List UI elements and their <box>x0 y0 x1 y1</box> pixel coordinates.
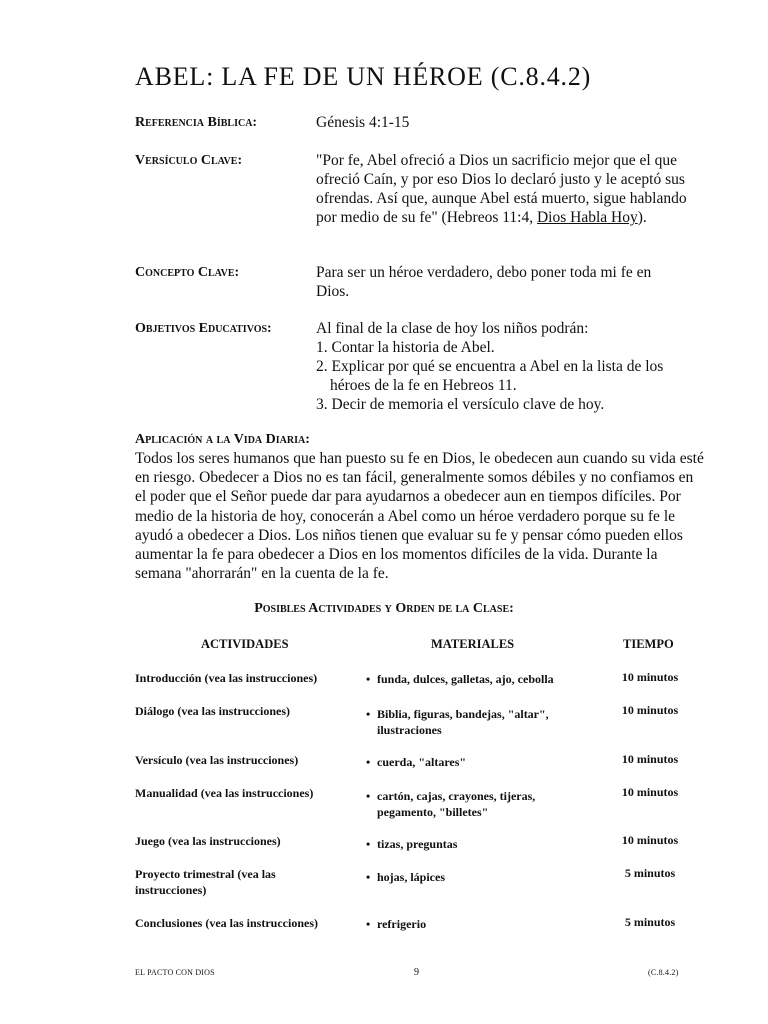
row-materiales-text: funda, dulces, galletas, ajo, cebolla <box>377 672 554 686</box>
header-tiempo: TIEMPO <box>623 637 674 651</box>
objetivos-intro: Al final de la clase de hoy los niños podrán: <box>316 320 589 337</box>
row-actividad: Proyecto trimestral (vea las instrucciones) <box>135 867 276 897</box>
row-tiempo: 10 minutos <box>621 670 679 684</box>
row-tiempo: 10 minutos <box>621 703 679 717</box>
objetivo-item: 2. Explicar por qué se encuentra a Abel en la lista de los héroes de la fe en Hebreos 11. <box>316 358 664 394</box>
row-materiales-text: cartón, cajas, crayones, tijeras, pegamento, "billetes" <box>377 789 536 819</box>
objetivos-list <box>316 338 706 414</box>
row-actividad: Versículo (vea las instrucciones) <box>135 753 299 767</box>
footer-book-title: EL PACTO CON DIOS <box>135 968 215 977</box>
row-materiales <box>366 836 587 852</box>
row-materiales <box>366 916 587 932</box>
row-tiempo: 10 minutos <box>621 785 679 799</box>
bullet-icon: • <box>366 837 371 851</box>
row-materiales <box>366 754 587 770</box>
bullet-icon: • <box>366 870 371 884</box>
actividades-heading: Posibles Actividades y Orden de la Clase: <box>254 601 514 616</box>
header-actividades: ACTIVIDADES <box>201 637 289 651</box>
bullet-icon: • <box>366 755 371 769</box>
page-title: ABEL: LA FE DE UN HÉROE (C.8.4.2) <box>135 62 592 91</box>
header-materiales: MATERIALES <box>431 637 515 651</box>
footer-lesson-code: (C.8.4.2) <box>648 968 679 977</box>
objetivos-label: Objetivos Educativos: <box>135 321 272 336</box>
row-materiales-text: cuerda, "altares" <box>377 755 467 769</box>
row-actividad: Manualidad (vea las instrucciones) <box>135 786 314 800</box>
row-materiales <box>366 869 587 885</box>
bullet-icon: • <box>366 917 371 931</box>
row-actividad: Conclusiones (vea las instrucciones) <box>135 916 318 930</box>
row-materiales-text: hojas, lápices <box>377 870 446 884</box>
objetivo-item: 3. Decir de memoria el versículo clave de hoy. <box>316 396 605 413</box>
concepto-label: Concepto Clave: <box>135 265 240 280</box>
versiculo-text-end: ). <box>637 209 647 226</box>
row-materiales <box>366 671 587 687</box>
row-actividad: Introducción (vea las instrucciones) <box>135 671 318 685</box>
versiculo-version-link: Dios Habla Hoy <box>536 209 638 226</box>
objetivos-value <box>316 319 706 414</box>
row-materiales-text: refrigerio <box>377 917 427 931</box>
row-materiales <box>366 706 587 738</box>
bullet-icon: • <box>366 789 371 803</box>
aplicacion-text: Todos los seres humanos que han puesto su fe en Dios, le obedecen aun cuando su vida esté en riesgo. Obedecer a Dios no es tan fácil, generalmente somos débiles y no confiamos en el poder que el Señor puede dar para ayudarnos a obedecer aun en tiempos difíciles. Por medio de la historia de hoy, conocerán a Abel como un héroe verdadero porque su fe le ayudó a obedecer a Dios. Los niños tienen que evaluar su fe y pensar cómo pueden ellos aumentar la fe para obedecer a Dios en los momentos difíciles de la vida. Durante la semana "ahorrarán" en la cuenta de la fe. <box>135 450 704 583</box>
concepto-value: Para ser un héroe verdadero, debo poner toda mi fe en Dios. <box>316 264 652 300</box>
referencia-label: Referencia Bíblica: <box>135 115 258 130</box>
row-tiempo: 10 minutos <box>621 833 679 847</box>
referencia-value: Génesis 4:1-15 <box>316 114 410 131</box>
page-number: 9 <box>414 967 420 978</box>
objetivo-item: 1. Contar la historia de Abel. <box>316 339 495 356</box>
bullet-icon: • <box>366 707 371 721</box>
row-tiempo: 5 minutos <box>624 915 676 929</box>
bullet-icon: • <box>366 672 371 686</box>
row-materiales-text: tizas, preguntas <box>377 837 458 851</box>
versiculo-value <box>316 151 706 227</box>
versiculo-label: Versículo Clave: <box>135 153 243 168</box>
row-tiempo: 10 minutos <box>621 752 679 766</box>
row-tiempo: 5 minutos <box>624 866 676 880</box>
row-materiales <box>366 788 587 820</box>
row-actividad: Juego (vea las instrucciones) <box>135 834 281 848</box>
versiculo-text: "Por fe, Abel ofreció a Dios un sacrificio mejor que el que ofreció Caín, y por eso Dios lo declaró justo y le aceptó sus ofrendas. Así que, aunque Abel está muerto, sigue hablando por medio de su fe" (Hebreos 11:4, <box>316 152 687 226</box>
aplicacion-heading: Aplicación a la Vida Diaria: <box>135 432 310 447</box>
row-materiales-text: Biblia, figuras, bandejas, "altar", ilustraciones <box>377 707 549 737</box>
row-actividad: Diálogo (vea las instrucciones) <box>135 704 290 718</box>
